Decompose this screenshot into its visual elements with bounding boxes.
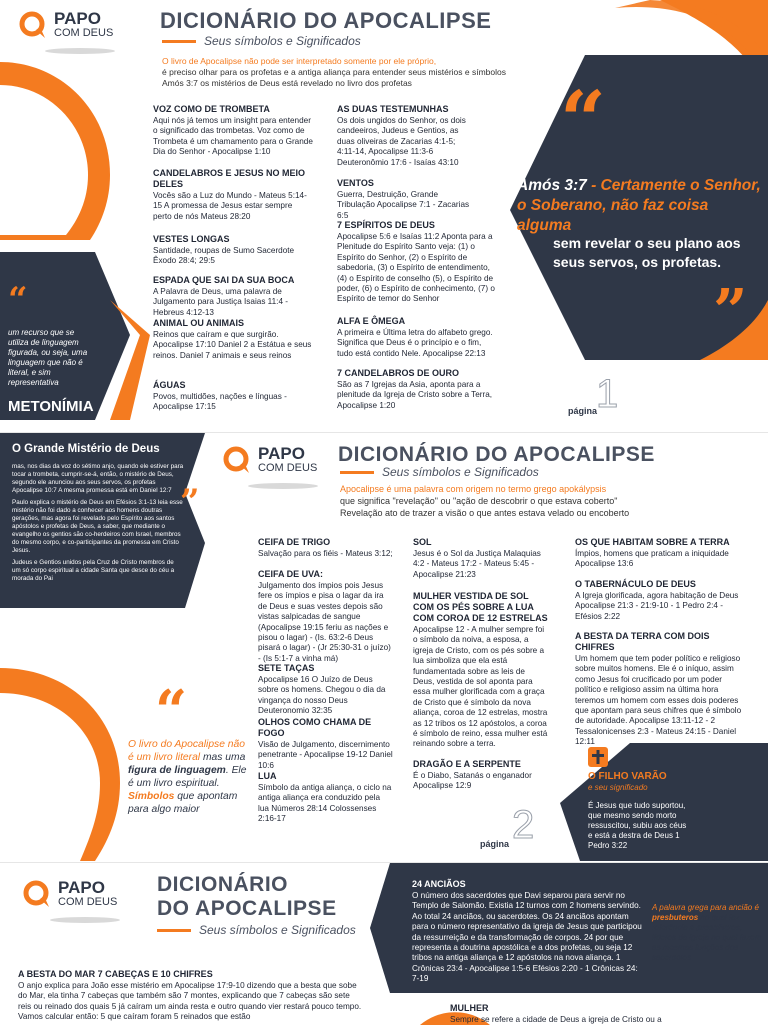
filho-varao-subtitle: e seu significado [588,783,648,792]
page-subtitle: Seus símbolos e Significados [162,34,361,48]
entry-lua: LUA Símbolo da antiga aliança, o ciclo na antiga aliança era conduzido pela lua Números 28:14 Colossenses 2:16-17 [258,771,392,824]
page-subtitle: Seus símbolos e Significados [157,923,356,937]
entry-besta-mar: A BESTA DO MAR 7 CABEÇAS E 10 CHIFRES O anjo explica para João esse mistério em Apocalipse 17:9-10 dizendo que a besta que sobe do Mar, ela tinha 7 cabeças que também são 7 montes, explicando que 7 cabeças são sete reis ou reinado dos quais 5 já caíram um ainda resta e outro quando vier restará pouco tempo. Vamos calcular então: 5 que caíram foram 5 reinados que estão [18,969,362,1022]
page-label: página [480,839,510,849]
entry-animais: ANIMAL OU ANIMAIS Reinos que caíram e que surgirão. Apocalipse 17:10 Daniel 2 a Estátua e seus reinos. Daniel 7 animais e seus reinos [153,318,312,360]
entry-alfa-omega: ALFA E ÔMEGA A primeira e Última letra do alfabeto grego. Significa que Deus é o princípio e o fim, tudo está contido Nele. Apocalipse 22:13 [337,316,493,358]
mystery-text: mas, nos dias da voz do sétimo anjo, quando ele estiver para tocar a trombeta, cumprir-se-á, então, o mistério de Deus, segundo ele anunciou aos seus servos, os profetas Apocalipse 10:7 A mesma promessa está em Daniel 12:7 Paulo explica o mistério de Deus em Efésios 3:1-13 leia esse mistério não foi dado a conhecer aos homens doutras gerações, mas agora foi revelado pelo Espírito aos santos apóstolos e profetas de Deus, a saber, que mediante o evangelho os gentios são co-herdeiros com Israel, membros do mesmo corpo, e co-participantes da promessa em Cristo Jesus. Judeus e Gentios unidos pela Cruz de Cristo membros de um só corpo espiritual a cidade Santa que desce do céu a morada do Pai [12,463,184,582]
filho-varao-title: O FILHO VARÃO [588,771,667,782]
entry-ceifa-trigo: CEIFA DE TRIGO Salvação para os fiéis - Mateus 3:12; [258,537,393,558]
intro-text: Apocalipse é uma palavra com origem no termo grego apokálypsis que significa "revelação" ou "ação de descobrir o que estava coberto" Revelação ato de trazer a visão o que antes estava velado ou encoberto [340,484,630,518]
entry-sete-tacas: SETE TAÇAS Apocalipse 16 O Juízo de Deus sobre os homens. Chegou o dia da vingança do nosso Deus Deuteronomio 32:35 [258,663,386,716]
entry-duas-testemunhas: AS DUAS TESTEMUNHAS Os dois ungidos do Senhor, os dois candeeiros, Judeus e Gentios, as duas oliveiras de Zacarias 4:1-5; 4:11-14, Apocalipse 11:3-6 Deuteronômio 17:6 - Isaías 43:10 [337,104,466,167]
page-number: 1 [596,372,619,416]
entry-espada: ESPADA QUE SAI DA SUA BOCA A Palavra de Deus, uma palavra de Julgamento para Justiça Isaias 11:4 - Hebreus 4:12-13 [153,275,295,317]
mystery-quote-icon: ” [180,482,200,522]
page-2 [0,432,768,861]
entry-ceifa-uva: CEIFA DE UVA: Julgamento dos ímpios pois Jesus fere os ímpios e pisa o lagar da ira de Deus e suas vestes depois são vistas salpicadas de sangue (Apocalipse 19:15 feriu as nações e pisou o lagar) - (Is. 63:2-6 Deus pisará o lagar) - (Jr 25:30-31 o juízo) - (Is 5:1-7 a vinha má) [258,569,391,663]
entry-besta-terra: A BESTA DA TERRA COM DOIS CHIFRES Um homem que tem poder político e religioso sobre muitos homens. Ele é o iníquo, assim como Jesus foi crucificado por um poder político e religioso assim na última hora teremos um homem com esses dois poderes que apontam para seus chifres que é símbolo de autoridade. Apocalipse 13:11-12 - 2 Tessalonicenses 2:3 - Mateus 24:15 - Daniel 12:11 [575,631,742,747]
amos-quote-cont: sem revelar o seu plano aos seus servos, os profetas. [553,235,741,270]
entry-sol: SOL Jesus é o Sol da Justiça Malaquias 4:2 - Mateus 17:2 - Mateus 5:45 - Apocalipse 21:23 [413,537,541,579]
entry-mulher-vestida-sol: MULHER VESTIDA DE SOL COM OS PÉS SOBRE A LUA COM COROA DE 12 ESTRELAS Apocalipse 12 - A mulher sempre foi o símbolo da noiva, a esposa, a igreja de Cristo, com os pés sobre a lua simboliza que ela está fundamentada sobre as leis de Deus, vestida de sol aponta para essa mulher glorificada com a graça de Cristo que é símbolo da nova aliança, coroa de 12 estrelas, mostra as 12 tribos os 12 apóstolos, a coroa é símbolo de reino, essa mulher está reinando sobre a terra. [413,591,548,749]
entry-habitam-terra: OS QUE HABITAM SOBRE A TERRA Ímpios, homens que praticam a iniquidade Apocalipse 13:6 [575,537,730,569]
page-1 [0,0,768,430]
literal-quote-icon: “ [155,678,188,744]
entry-vestes-longas: VESTES LONGAS Santidade, roupas de Sumo Sacerdote Êxodo 28:4; 29:5 [153,234,295,266]
close-quote-icon: ” [713,277,748,347]
metonimia-quote-icon: “ [8,280,28,320]
page-title: DICIONÁRIO DO APOCALIPSE [338,443,655,466]
page-title: DICIONÁRIO DO APOCALIPSE [160,8,492,33]
brand-line2: COM DEUS [54,27,114,39]
logo-shadow [248,483,318,489]
brand-logo-2: PAPO COM DEUS [222,445,317,475]
page-number: 2 [512,803,535,847]
entry-candelabros-jesus: CANDELABROS E JESUS NO MEIO DELES Vocês são a Luz do Mundo - Mateus 5:14-15 A promessa de Jesus estar sempre perto de nós Mateus 28:20 [153,168,307,221]
intro-text: O livro de Apocalipse não pode ser interpretado somente por ele próprio, é preciso olhar para os profetas e a antiga aliança para entender seus mistérios e símbolos Amós 3:7 os mistérios de Deus está revelado no livro dos profetas [162,56,506,88]
page-3 [0,862,768,1025]
chat-bubble-icon [22,879,52,909]
brand-logo-3: PAPO COM DEUS [22,879,117,909]
entry-olhos-chama: OLHOS COMO CHAMA DE FOGO Visão de Julgamento, discernimento penetrante - Apocalipse 19-12 Daniel 10:6 [258,717,393,770]
entry-7-espiritos: 7 ESPÍRITOS DE DEUS Apocalipse 5:6 e Isaías 11:2 Aponta para a Plenitude do Espírito Santo veja: (1) o Espírito do Senhor, (2) o Espírito de sabedoria, (3) o Espírito de entendimento, (4) o Espírito de conselho (5), o Espírito de poder, (6) o Espírito de conhecimento, (7) o Espírito de temor do Senhor [337,220,495,304]
cross-icon [588,747,608,767]
brand-line1: PAPO [54,9,101,28]
entry-tabernaculo: O TABERNÁCULO DE DEUS A Igreja glorificada, agora habitação de Deus Apocalipse 21:3 - 21:9-10 - 1 Pedro 2:4 - Efésios 2:22 [575,579,739,621]
entry-voz-trombeta: VOZ COMO DE TROMBETA Aqui nós já temos um insight para entender o significado das trombetas. Voz como de Trombeta é um chamamento para o Grande Dia do Senhor - Apocalipse 1:10 [153,104,313,157]
metonimia-definition: um recurso que se utiliza de linguagem figurada, ou seja, uma linguagem que não é literal, e sim representativa [8,328,88,387]
logo-shadow [50,917,120,923]
entry-24-ancioes: 24 ANCIÃOS O número dos sacerdotes que Davi separou para servir no Templo de Salomão. Existia 12 turnos com 2 homens servindo. Ao total 24 anciãos, ou sacerdotes. Os 24 anciãos apontam para o número representativo da igreja de Jesus que participou da ressurreição e da transformação de corpos. 24 por que representa a doutrina apostólica e a dos profetas, ou seja 12 tribos na antiga aliança e 12 apóstolos na nova aliança. 1 Crônicas 23:4 - Apocalipse 1:5-6 Efésios 2:20 - 1 Crônicas 24: 7-19 [412,879,642,984]
amos-quote: Amós 3:7 - Certamente o Senhor, o Soberano, não faz coisa alguma [517,177,761,234]
page-subtitle: Seus símbolos e Significados [340,465,539,479]
chat-bubble-icon [18,10,48,40]
page-title: DICIONÁRIO DO APOCALIPSE [157,873,337,920]
entry-aguas: ÁGUAS Povos, multidões, nações e línguas - Apocalipse 17:15 [153,380,287,412]
metonimia-title: METONÍMIA [8,398,94,415]
brand-logo [18,10,113,40]
entry-7-candelabros: 7 CANDELABROS DE OURO São as 7 Igrejas da Asia, aponta para a plenitude da Igreja de Cristo sobre a Terra, Apocalipse 1:20 [337,368,493,410]
filho-varao-text: É Jesus que tudo suportou, que mesmo sendo morto ressuscitou, subiu aos céus e está a destra de Deus 1 Pedro 3:22 [588,801,687,850]
chat-bubble-icon [222,445,252,475]
page-label: página [568,406,598,416]
entry-ventos: VENTOS Guerra, Destruição, Grande Tribulação Apocalipse 7:1 - Zacarias 6:5 [337,178,470,220]
logo-shadow [45,48,115,54]
mystery-title: O Grande Mistério de Deus [12,443,160,455]
open-quote-icon: “ [560,73,607,167]
literal-quote-text: O livro do Apocalipse não é um livro literal mas uma figura de linguagem. Ele é um livro espiritual. Símbolos que apontam para algo maior [128,739,247,815]
greek-note: A palavra grega para ancião é presbuteros no qual faz referência a presbíteros, líderes da igreja no qual fazem as mesmas funções dos sacerdotes [652,903,762,962]
entry-mulher: MULHER Sempre se refere a cidade de Deus a igreja de Cristo ou a [450,1003,662,1024]
entry-dragao-serpente: DRAGÃO E A SERPENTE É o Diabo, Satanás o enganador Apocalipse 12:9 [413,759,532,791]
